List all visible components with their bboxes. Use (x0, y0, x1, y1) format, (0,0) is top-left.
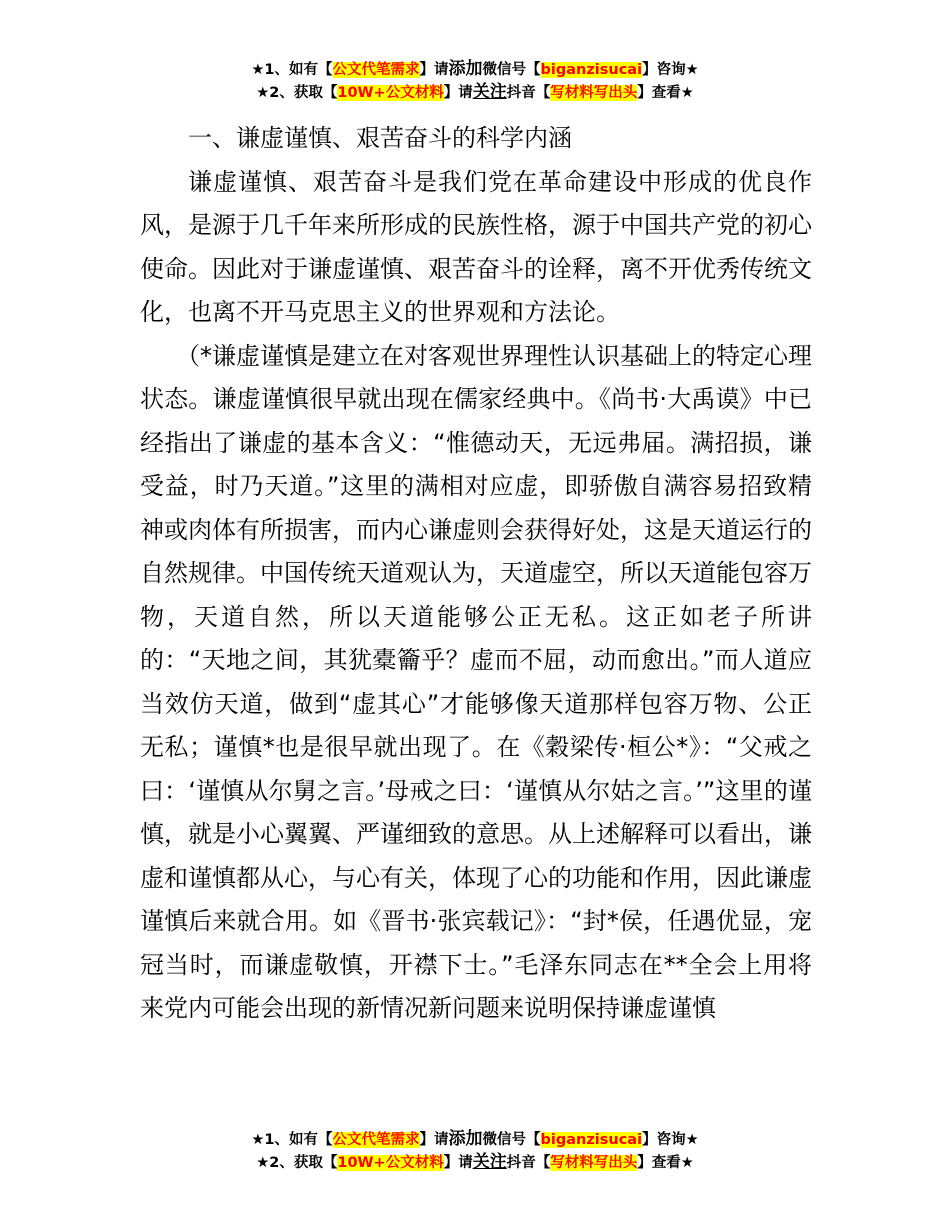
header-banner (0, 58, 950, 104)
highlight-materials: 10W+公文材料 (337, 1155, 444, 1171)
banner-text: 】请 (419, 62, 449, 78)
banner-text: 抖音【 (506, 1155, 551, 1171)
document-body (140, 117, 812, 1031)
paragraph-2: （*谦虚谨慎是建立在对客观世界理性认识基础上的特定心理状态。谦虚谨慎很早就出现在儒家经典中。《尚书·大禹谟》中已经指出了谦虚的基本含义：“惟德动天，无远弗届。满招损，谦受益，时乃天道。”这里的满相对应虚，即骄傲自满容易招致精神或肉体有所损害，而内心谦虚则会获得好处，这是天道运行的自然规律。中国传统天道观认为，天道虚空，所以天道能包容万物，天道自然，所以天道能够公正无私。这正如老子所讲的：“天地之间，其犹橐籥乎？虚而不屈，动而愈出。”而人道应当效仿天道，做到“虚其心”才能够像天道那样包容万物、公正无私；谨慎*也是很早就出现了。在《穀梁传·桓公*》：“父戒之曰：‘谨慎从尔舅之言。’母戒之曰：‘谨慎从尔姑之言。’”这里的谨慎，就是小心翼翼、严谨细致的意思。从上述解释可以看出，谦虚和谨慎都从心，与心有关，体现了心的功能和作用，因此谦虚谨慎后来就合用。如《晋书·张宾载记》：“封*侯，任遇优显，宠冠当时，而谦虚敬慎，开襟下士。”毛泽东同志在**全会上用将来党内可能会出现的新情况新问题来说明保持谦虚谨慎 (140, 341, 812, 1022)
banner-text: 】查看★ (637, 85, 694, 101)
highlight-materials: 10W+公文材料 (337, 85, 444, 101)
banner-emphasis: 关注 (472, 82, 507, 102)
highlight-ghostwriting: 公文代笔需求 (332, 62, 420, 78)
banner-text: 】请 (419, 1132, 449, 1148)
highlight-douyin-id: 写材料写出头 (550, 85, 638, 101)
banner-text: ★1、如有【 (251, 62, 333, 78)
highlight-douyin-id: 写材料写出头 (550, 1155, 638, 1171)
banner-text: 】咨询★ (642, 62, 699, 78)
banner-line-2 (0, 81, 950, 104)
banner-text: 】请 (443, 1155, 473, 1171)
highlight-wechat-id: biganzisucai (540, 62, 643, 78)
banner-emphasis: 添加 (448, 59, 483, 79)
paragraph-1: 谦虚谨慎、艰苦奋斗是我们党在革命建设中形成的优良作风，是源于几千年来所形成的民族性格，源于中国共产党的初心使命。因此对于谦虚谨慎、艰苦奋斗的诠释，离不开优秀传统文化，也离不开马克思主义的世界观和方法论。 (140, 167, 812, 326)
banner-text: ★2、获取【 (256, 1155, 338, 1171)
banner-emphasis: 添加 (448, 1129, 483, 1149)
banner-text: 】查看★ (637, 1155, 694, 1171)
banner-text: 】咨询★ (642, 1132, 699, 1148)
banner-line-1 (0, 58, 950, 81)
banner-text: 微信号【 (482, 1132, 541, 1148)
banner-text: ★2、获取【 (256, 85, 338, 101)
highlight-wechat-id: biganzisucai (540, 1132, 643, 1148)
banner-emphasis: 关注 (472, 1152, 507, 1172)
banner-text: 微信号【 (482, 62, 541, 78)
banner-line-1 (0, 1128, 950, 1151)
section-heading: 一、谦虚谨慎、艰苦奋斗的科学内涵 (188, 124, 572, 152)
banner-text: 抖音【 (506, 85, 551, 101)
banner-line-2 (0, 1151, 950, 1174)
footer-banner (0, 1128, 950, 1174)
highlight-ghostwriting: 公文代笔需求 (332, 1132, 420, 1148)
banner-text: ★1、如有【 (251, 1132, 333, 1148)
banner-text: 】请 (443, 85, 473, 101)
